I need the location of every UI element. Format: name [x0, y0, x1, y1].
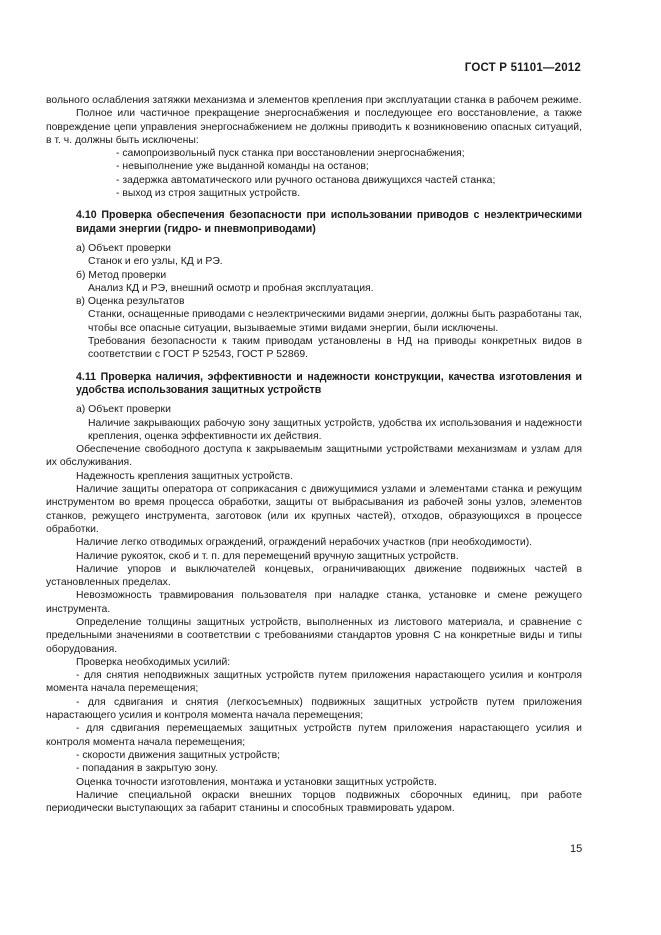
- subsection-text: Требования безопасности к таким приводам установлены в НД на приводы конкретных видов в соответствии с ГОСТ Р 52543, ГОСТ Р 52869.: [88, 336, 582, 361]
- list-item: - для сдвигания перемещаемых защитных устройств путем приложения нарастающего усилия и контроля момента начала перемещения;: [46, 723, 582, 748]
- paragraph: вольного ослабления затяжки механизма и элементов крепления при эксплуатации станка в рабочем режиме.: [46, 95, 582, 106]
- subsection-label: в) Оценка результатов: [76, 296, 185, 308]
- subsection-label: а) Объект проверки: [76, 242, 171, 254]
- subsection-label: б) Метод проверки: [76, 269, 167, 281]
- paragraph: Наличие упоров и выключателей концевых, ограничивающих движение подвижных частей в установленных пределах.: [46, 563, 582, 589]
- section-heading-4-11: 4.11 Проверка наличия, эффективности и надежности конструкции, качества изготовления и удобства использования защитных устройств: [76, 370, 582, 396]
- subsection-label: а) Объект проверки: [76, 404, 171, 416]
- subsection-text: Станки, оснащенные приводами с неэлектрическими видами энергии, должны быть разработаны так, чтобы все опасные ситуации, вызываемые этими видами энергии, были исключены.: [88, 309, 582, 334]
- paragraph: Оценка точности изготовления, монтажа и установки защитных устройств.: [76, 776, 437, 788]
- document-header: ГОСТ Р 51101—2012: [464, 62, 581, 74]
- paragraph: Наличие защиты оператора от соприкасания с движущимися узлами и элементами станка и режущим инструментом во время процесса обработки, защиты от выбрасывания из рабочей зоны узлов, элементов станков, режущего инструмента, заготовок (или их крупных частей), отходов, образующихся в процессе обработки.: [46, 484, 582, 535]
- list-item: - невыполнение уже выданной команды на останов;: [116, 161, 369, 173]
- subsection-text: Станок и его узлы, КД и РЭ.: [88, 256, 223, 268]
- section-heading-4-10: 4.10 Проверка обеспечения безопасности при использовании приводов с неэлектрическими видами энергии (гидро- и пневмоприводами): [76, 209, 582, 235]
- list-item: - задержка автоматического или ручного останова движущихся частей станка;: [116, 174, 496, 186]
- list-item: - для снятия неподвижных защитных устройств путем приложения нарастающего усилия и контроля момента начала перемещения;: [46, 670, 582, 695]
- page-number: 15: [570, 843, 583, 855]
- paragraph: Надежность крепления защитных устройств.: [76, 470, 294, 482]
- paragraph: Проверка необходимых усилий:: [76, 656, 231, 668]
- paragraph: Полное или частичное прекращение энергоснабжения и последующее его восстановление, а также повреждение цепи управления энергоснабжением не должны приводить к возникновению опасных ситуаций, в т. ч. должны быть исключены:: [46, 108, 582, 146]
- paragraph: Невозможность травмирования пользователя при наладке станка, установке и смене режущего инструмента.: [46, 590, 582, 615]
- subsection-text: Наличие закрывающих рабочую зону защитных устройств, удобства их использования и надежности крепления, оценка эффективности их действия.: [88, 417, 582, 442]
- list-item: - самопроизвольный пуск станка при восстановлении энергоснабжения;: [116, 148, 465, 160]
- paragraph: Наличие специальной окраски внешних торцов подвижных сборочных единиц, при работе периодически выступающих за габарит станины и способных травмировать ударом.: [46, 789, 582, 815]
- list-item: - попадания в закрытую зону.: [76, 763, 218, 775]
- list-item: - для сдвигания и снятия (легкосъемных) подвижных защитных устройств путем приложения нарастающего усилия и контроля момента начала перемещения;: [46, 696, 582, 722]
- document-body: [46, 94, 582, 815]
- list-item: - скорости движения защитных устройств;: [76, 749, 281, 761]
- paragraph: Наличие легко отводимых ограждений, ограждений нерабочих участков (при необходимости).: [76, 537, 533, 549]
- paragraph: Обеспечение свободного доступа к закрываемым защитными устройствами механизмам и узлам для их обслуживания.: [46, 444, 582, 469]
- list-item: - выход из строя защитных устройств.: [116, 188, 301, 200]
- subsection-text: Анализ КД и РЭ, внешний осмотр и пробная эксплуатация.: [88, 282, 374, 294]
- paragraph: Наличие рукояток, скоб и т. п. для перемещений вручную защитных устройств.: [76, 550, 459, 562]
- paragraph: Определение толщины защитных устройств, выполненных из листового материала, и сравнение с предельными значениями в соответствии с требованиями стандартов уровня С на конкретные виды и типы оборудования.: [46, 616, 582, 655]
